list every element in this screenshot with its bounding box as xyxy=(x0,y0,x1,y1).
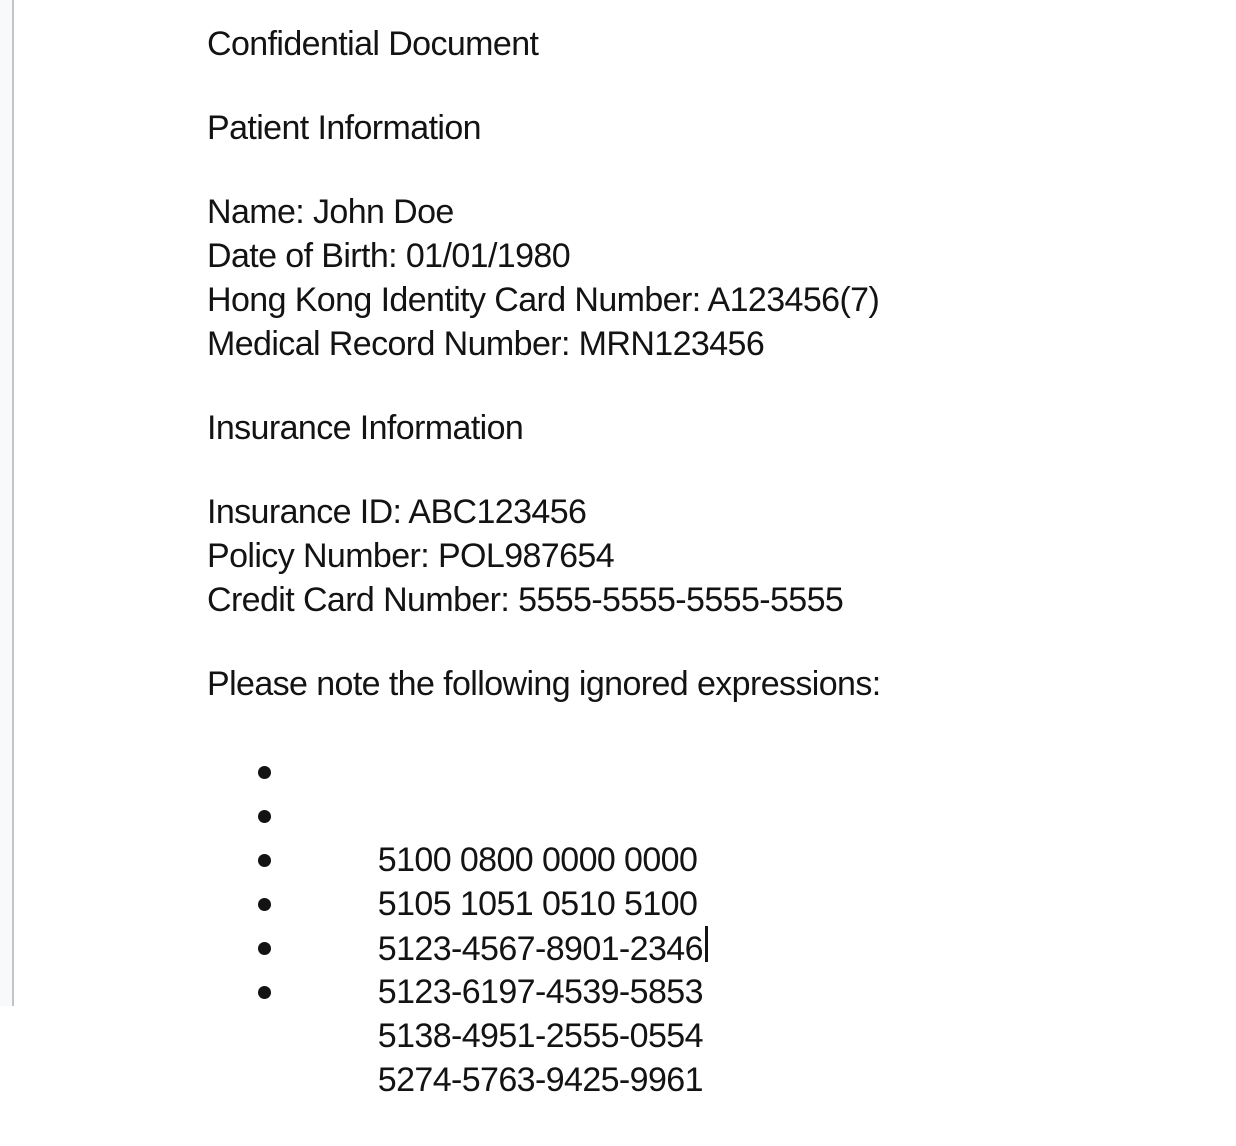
patient-name-line[interactable]: Name: John Doe xyxy=(207,193,454,231)
paragraph-note xyxy=(207,662,1236,706)
ignored-expressions-list xyxy=(207,750,1236,1099)
note-line[interactable]: Please note the following ignored expressions: xyxy=(207,665,881,703)
list-item-text: 5123-6197-4539-5853 xyxy=(377,973,703,1011)
doc-title[interactable]: Confidential Document xyxy=(207,25,539,63)
insurance-heading[interactable]: Insurance Information xyxy=(207,409,524,447)
paragraph-title xyxy=(207,22,1236,66)
document-page[interactable] xyxy=(14,0,1236,1099)
list-item-text: 5105 1051 0510 5100 xyxy=(377,885,698,923)
canvas-outside-page xyxy=(0,0,14,1006)
paragraph-insurance-details xyxy=(207,490,1236,622)
paragraph-patient-heading xyxy=(207,106,1236,150)
patient-heading[interactable]: Patient Information xyxy=(207,109,481,147)
document-content xyxy=(14,0,1236,1099)
patient-dob-line[interactable]: Date of Birth: 01/01/1980 xyxy=(207,237,571,275)
paragraph-insurance-heading xyxy=(207,406,1236,450)
policy-number-line[interactable]: Policy Number: POL987654 xyxy=(207,537,615,575)
list-item-text: 5138-4951-2555-0554 xyxy=(377,1017,703,1055)
list-item-text: 5123-4567-8901-2346 xyxy=(377,930,703,968)
insurance-id-line[interactable]: Insurance ID: ABC123456 xyxy=(207,493,587,531)
bullet-dot-icon xyxy=(258,986,271,999)
paragraph-patient-details xyxy=(207,190,1236,366)
credit-card-line[interactable]: Credit Card Number: 5555-5555-5555-5555 xyxy=(207,581,844,619)
bullet-dot-icon xyxy=(258,898,271,911)
bullet-dot-icon xyxy=(258,854,271,867)
patient-mrn-line[interactable]: Medical Record Number: MRN123456 xyxy=(207,325,765,363)
bullet-dot-icon xyxy=(258,766,271,779)
bullet-dot-icon xyxy=(258,810,271,823)
list-item-text: 5274-5763-9425-9961 xyxy=(377,1061,703,1099)
patient-hkid-line[interactable]: Hong Kong Identity Card Number: A123456(7) xyxy=(207,281,880,319)
list-item-text: 5100 0800 0000 0000 xyxy=(377,841,698,879)
list-item[interactable] xyxy=(207,750,1236,879)
bullet-dot-icon xyxy=(258,942,271,955)
